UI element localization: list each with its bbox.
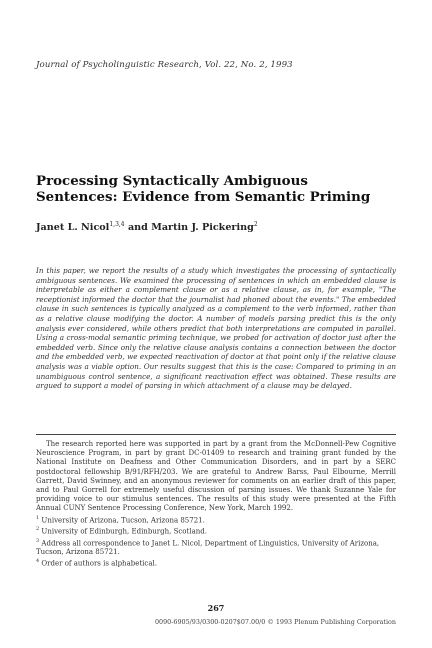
- author-1-affiliations: 1,3,4: [109, 221, 125, 228]
- footnote-divider: [36, 434, 396, 435]
- author-conjunction: and: [124, 222, 152, 234]
- author-line: [36, 221, 396, 233]
- title-line-2: Sentences: Evidence from Semantic Priming: [36, 189, 371, 205]
- footnote-2-text: University of Edinburgh, Edinburgh, Scotland.: [41, 527, 207, 536]
- title-line-1: Processing Syntactically Ambiguous: [36, 173, 308, 189]
- footnote-4: [36, 557, 396, 569]
- footnote-1-number: 1: [36, 514, 40, 521]
- footnote-3-text: Address all correspondence to Janet L. Nicol, Department of Linguistics, University of Arizona, Tucson, Arizona 85721.: [36, 539, 380, 557]
- footnote-4-number: 4: [36, 558, 40, 565]
- journal-header: Journal of Psycholinguistic Research, Vol. 22, No. 2, 1993: [36, 60, 293, 70]
- article-title: [36, 173, 396, 205]
- author-2-affiliations: 2: [253, 221, 258, 228]
- author-1: Janet L. Nicol: [36, 222, 110, 234]
- footnote-2-number: 2: [36, 526, 40, 533]
- abstract: In this paper, we report the results of a study which investigates the processing of syntactically ambiguous sentences. We examined the processing of sentences in which an embedded clause is interpretable as either a complement clause or as a relative clause, as in, for example, "The receptionist informed the doctor that the journalist had phoned about the events." The embedded clause in such sentences is typically analyzed as a complement to the verb informed, rather than as a relative clause modifying the doctor. A number of models parsing predict this is the only analysis ever considered, while others predict that both interpretations are computed in parallel. Using a cross-modal semantic priming technique, we probed for activation of doctor just after the embedded verb. Since only the relative clause analysis contains a connection between the doctor and the embedded verb, we expected reactivation of doctor at that point only if the relative clause analysis was a viable option. Our results suggest that this is the case: Compared to priming in an unambiguous control sentence, a significant reactivation effect was obtained. These results are argued to support a model of parsing in which attachment of a clause may be delayed.: [36, 266, 396, 391]
- acknowledgement-footnote: The research reported here was supported in part by a grant from the McDonnell-Pew Cognitive Neuroscience Program, in part by grant DC-01409 to research and training grant funded by the National Institute on Deafness and Other Communication Disorders, and in part by a SERC postdoctoral fellowship B/91/RFH/203. We are grateful to Andrew Barss, Paul Elbourne, Merrill Garrett, David Swinney, and an anonymous reviewer for comments on an earlier draft of this paper, and to Paul Gorrell for extremely useful discussion of parsing issues. We thank Suzanne Yale for providing voice to our stimulus sentences. The results of this study were presented at the Fifth Annual CUNY Sentence Processing Conference, New York, March 1992.: [36, 440, 396, 513]
- footnote-1-text: University of Arizona, Tucson, Arizona 85721.: [41, 515, 205, 524]
- page-number: 267: [207, 603, 225, 613]
- footnote-3-number: 3: [36, 537, 40, 544]
- footnote-2: [36, 525, 396, 537]
- footnotes: [36, 440, 396, 569]
- footnote-1: [36, 514, 396, 526]
- copyright-line: 0090-6905/93/0300-0207$07.00/0 © 1993 Plenum Publishing Corporation: [154, 618, 396, 626]
- footnote-3: [36, 537, 396, 558]
- footnote-4-text: Order of authors is alphabetical.: [41, 559, 157, 568]
- author-2: Martin J. Pickering: [151, 222, 254, 234]
